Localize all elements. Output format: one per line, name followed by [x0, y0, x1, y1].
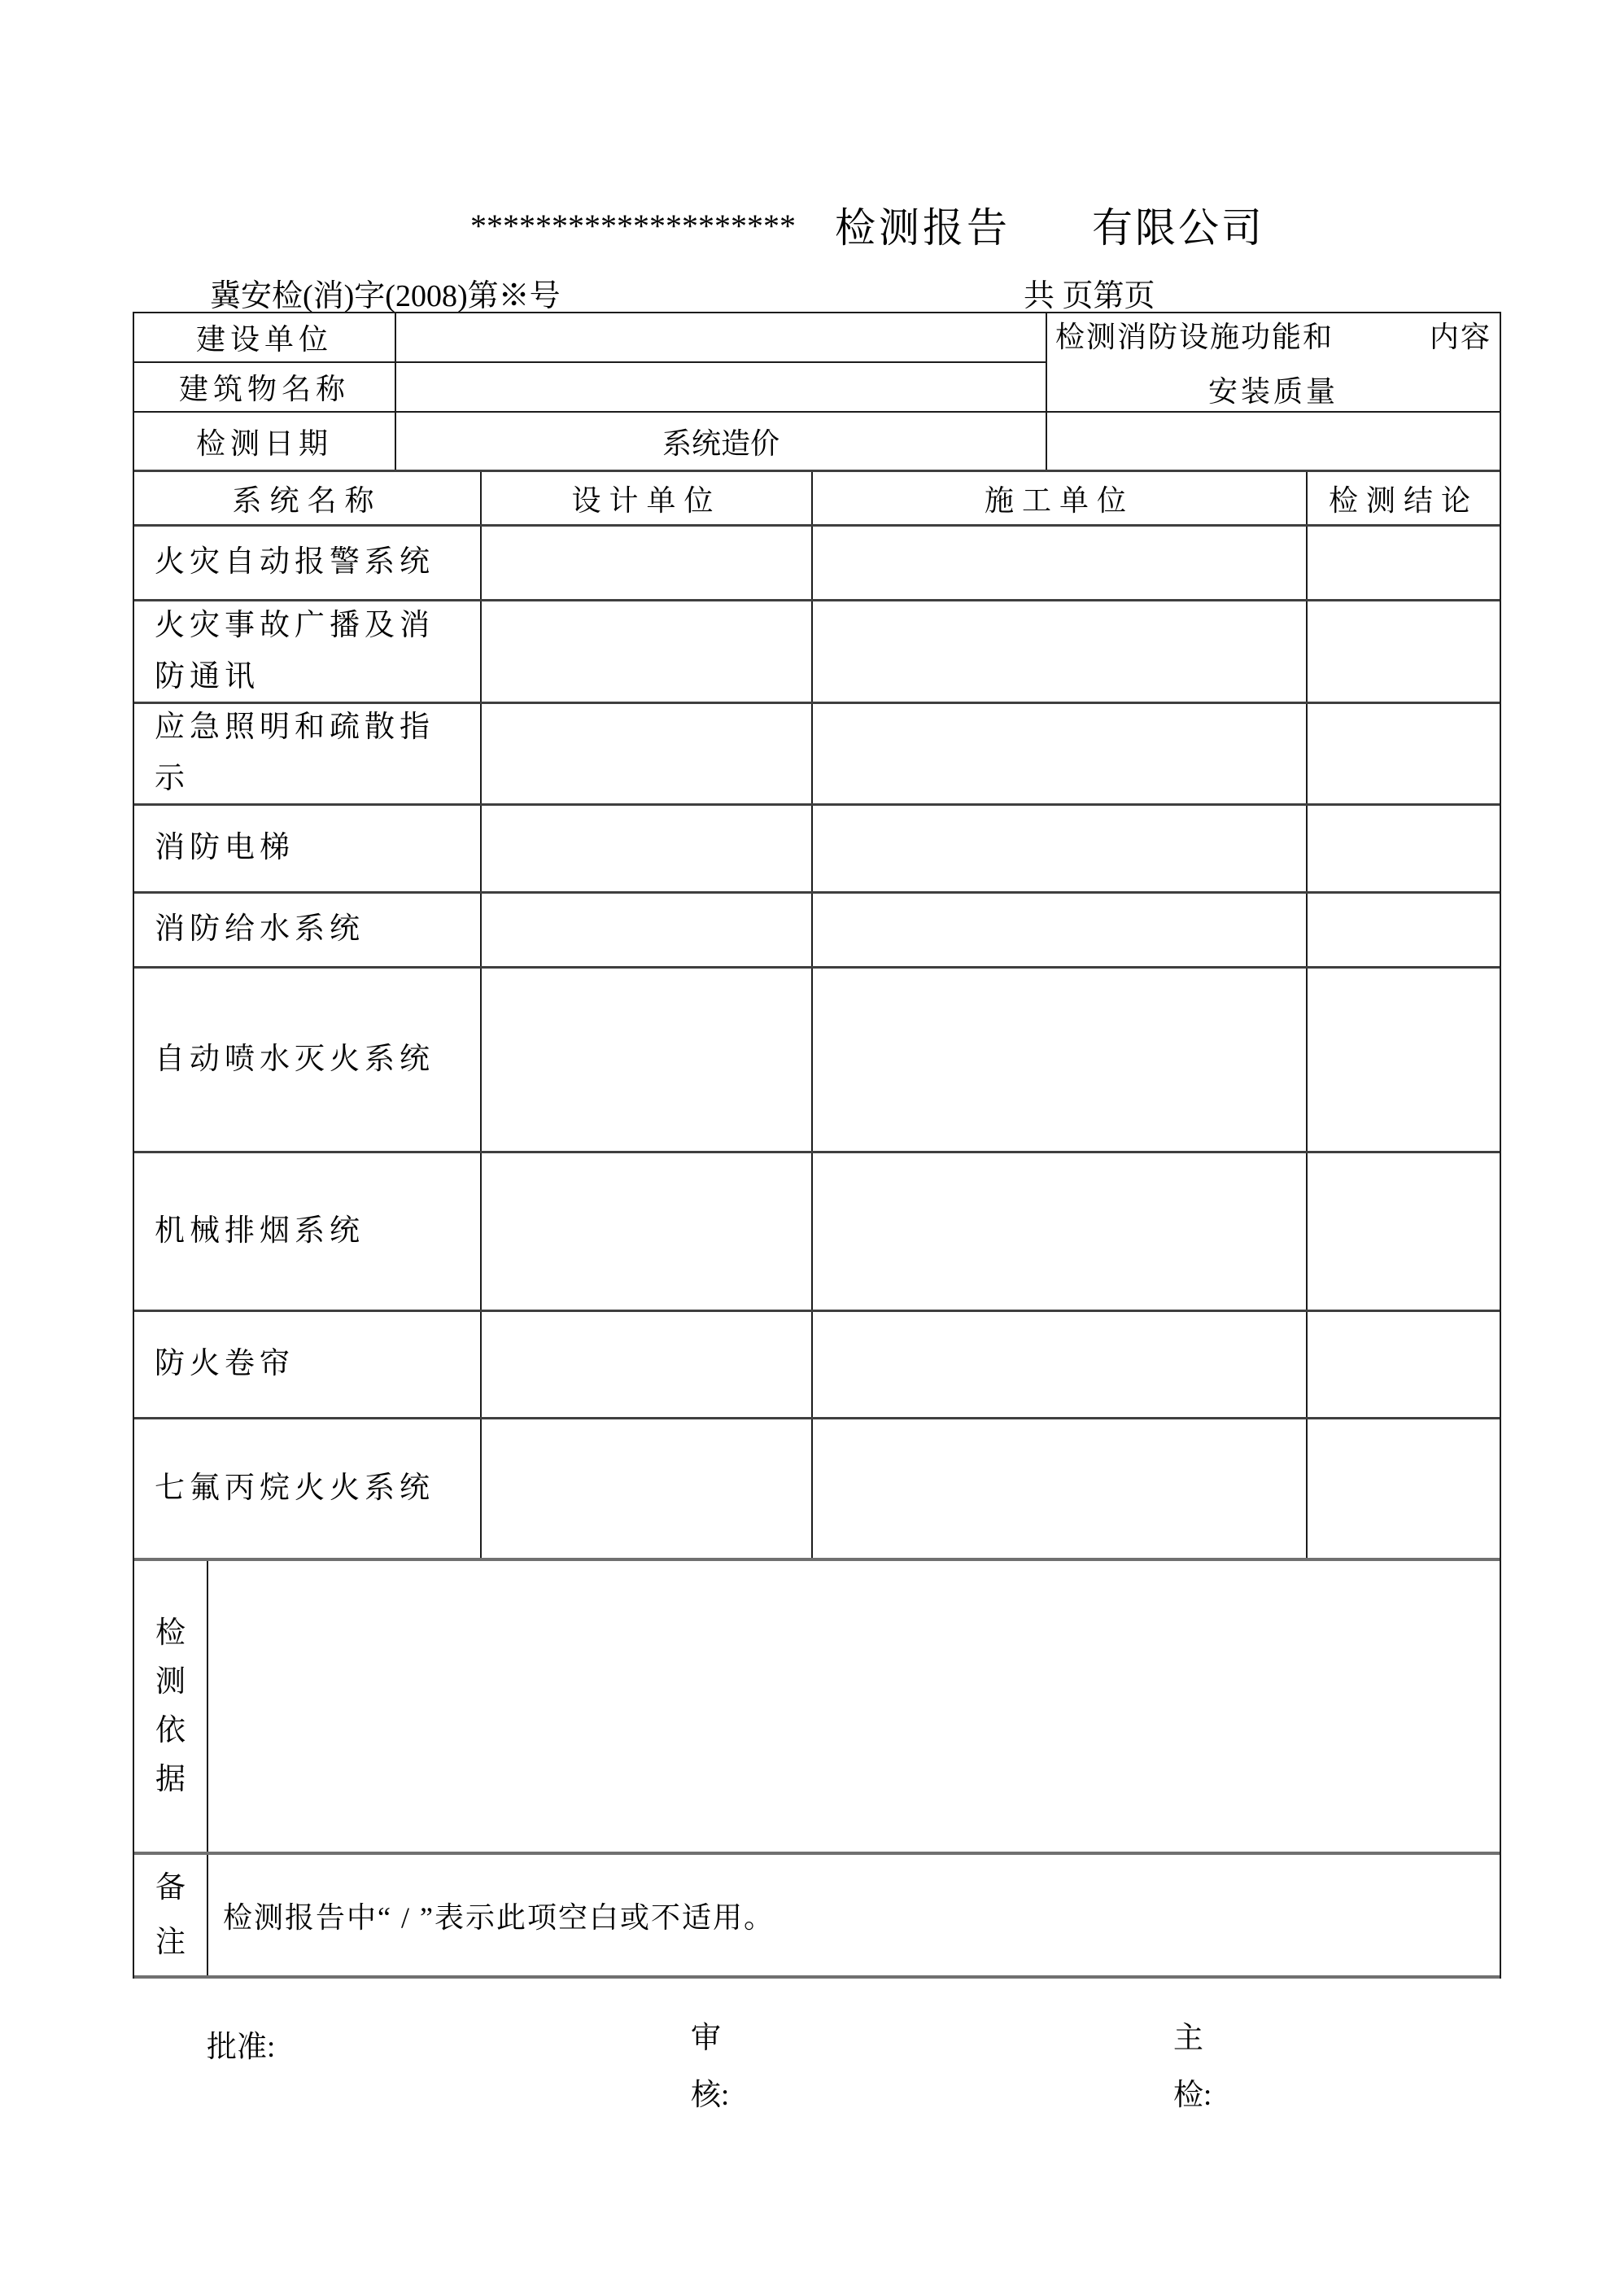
system-row	[134, 527, 1500, 601]
system-table-header	[134, 470, 1500, 527]
design-unit-cell	[482, 601, 813, 702]
inspection-content-line2: 安装质量	[1207, 375, 1338, 408]
inspection-basis-content	[208, 1561, 1500, 1852]
construction-company-cell	[813, 1312, 1308, 1417]
system-row	[134, 1419, 1500, 1561]
system-name-cell: 消防电梯	[134, 806, 482, 891]
construction-company-cell	[813, 601, 1308, 702]
conclusion-cell	[1308, 1153, 1500, 1310]
system-name-cell: 机械排烟系统	[134, 1153, 482, 1310]
system-row	[134, 1153, 1500, 1312]
inspection-content-cell	[1047, 313, 1500, 413]
reviewer-label: 审 核:	[691, 2022, 730, 2112]
title-company-text: 有限公司	[1092, 205, 1264, 251]
remarks-label: 备 注	[134, 1855, 208, 1975]
design-unit-cell	[482, 704, 813, 803]
header-construction-company: 施工单位	[813, 472, 1308, 524]
document-number: 冀安检(消)字(2008)第※号	[210, 279, 561, 313]
info-table	[134, 312, 1500, 470]
system-row	[134, 894, 1500, 969]
construction-unit-label: 建设单位	[134, 313, 396, 363]
design-unit-cell	[482, 527, 813, 599]
system-name-cell: 自动喷水灭火系统	[134, 969, 482, 1151]
design-unit-cell	[482, 806, 813, 891]
report-table	[133, 312, 1501, 1979]
inspection-content-line1-left: 检测消防设施功能和	[1055, 321, 1334, 353]
building-name-value-cell	[396, 363, 1047, 413]
conclusion-cell	[1308, 806, 1500, 891]
report-title	[470, 195, 1264, 249]
system-row	[134, 704, 1500, 806]
system-name-cell: 七氟丙烷火火系统	[134, 1419, 482, 1558]
construction-company-cell	[813, 806, 1308, 891]
title-report-text: 检测报告	[835, 205, 1011, 251]
construction-company-cell	[813, 1153, 1308, 1310]
inspection-content-line1	[1055, 314, 1491, 356]
chief-inspector-label: 主 检:	[1173, 2022, 1212, 2112]
system-name-cell: 应急照明和疏散指示	[134, 704, 482, 803]
remarks-row	[134, 1855, 1500, 1979]
design-unit-cell	[482, 894, 813, 966]
conclusion-cell	[1308, 601, 1500, 702]
inspection-basis-label: 检 测 依 据	[134, 1561, 208, 1852]
remarks-text: 检测报告中“ / ”表示此项空白或不适用。	[223, 1900, 775, 1934]
inspection-basis-row	[134, 1561, 1500, 1855]
construction-company-cell	[813, 969, 1308, 1151]
system-row	[134, 806, 1500, 894]
header-conclusion: 检测结论	[1328, 483, 1478, 517]
approver-label: 批准:	[207, 2031, 276, 2064]
construction-company-cell	[813, 1419, 1308, 1558]
conclusion-cell	[1308, 704, 1500, 803]
header-system-name: 系统名称	[134, 472, 482, 524]
company-name-placeholder-stars: ********************	[470, 208, 796, 244]
design-unit-cell	[482, 1419, 813, 1558]
info-table-empty-cell	[1047, 413, 1500, 470]
system-row	[134, 969, 1500, 1153]
header-design-unit: 设计单位	[482, 472, 813, 524]
system-row	[134, 1312, 1500, 1419]
conclusion-cell	[1308, 527, 1500, 599]
construction-unit-value-cell	[396, 313, 1047, 363]
conclusion-cell	[1308, 969, 1500, 1151]
page-count: 共 页第页	[1024, 279, 1155, 313]
signature-footer	[0, 2010, 1620, 2189]
subtitle-line	[0, 270, 1620, 313]
design-unit-cell	[482, 969, 813, 1151]
system-cost-label: 系统造价	[396, 413, 1047, 470]
system-name-cell: 火灾自动报警系统	[134, 527, 482, 599]
design-unit-cell	[482, 1153, 813, 1310]
construction-company-cell	[813, 704, 1308, 803]
design-unit-cell	[482, 1312, 813, 1417]
construction-company-cell	[813, 894, 1308, 966]
system-name-cell: 火灾事故广播及消防通讯	[134, 601, 482, 702]
conclusion-cell	[1308, 1419, 1500, 1558]
system-name-cell: 防火卷帘	[134, 1312, 482, 1417]
inspection-date-label: 检测日期	[134, 413, 396, 470]
conclusion-cell	[1308, 1312, 1500, 1417]
inspection-content-line1-right: 内容	[1429, 321, 1491, 353]
building-name-label: 建筑物名称	[134, 363, 396, 413]
construction-company-cell	[813, 527, 1308, 599]
system-row	[134, 601, 1500, 704]
conclusion-cell	[1308, 894, 1500, 966]
system-name-cell: 消防给水系统	[134, 894, 482, 966]
